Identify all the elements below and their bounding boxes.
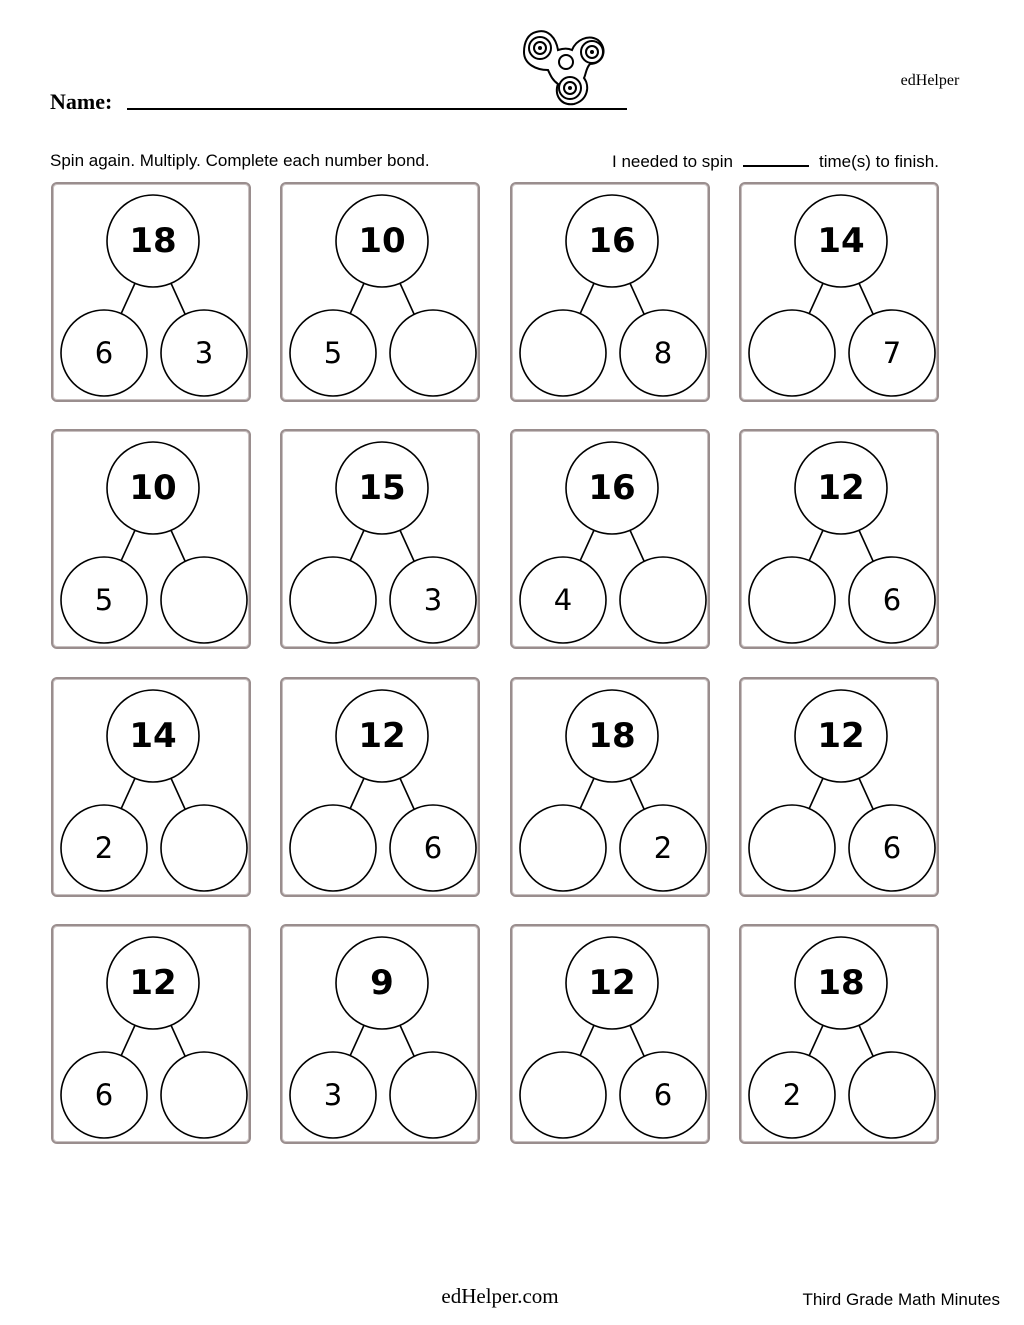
number-bond-card	[280, 924, 480, 1144]
spin-count-blank[interactable]	[743, 151, 809, 167]
bond-part-right[interactable]	[619, 556, 707, 644]
bond-whole: 12	[358, 716, 406, 756]
bond-part-right[interactable]	[389, 1051, 477, 1139]
bond-part-left[interactable]	[519, 804, 607, 892]
instructions: Spin again. Multiply. Complete each number bond.	[50, 151, 430, 170]
bond-whole: 9	[370, 963, 394, 1003]
bond-part-right[interactable]	[160, 556, 248, 644]
number-bond-card	[510, 924, 710, 1144]
bond-whole: 12	[588, 963, 636, 1003]
number-bond-card	[51, 429, 251, 649]
bond-part-right[interactable]	[848, 1051, 936, 1139]
bond-part-right: 6	[882, 831, 902, 865]
bond-part-left: 5	[94, 583, 114, 617]
number-bond-card	[51, 182, 251, 402]
spin-count-suffix: time(s) to finish.	[818, 152, 939, 171]
bond-part-right[interactable]	[160, 804, 248, 892]
bond-part-left[interactable]	[748, 804, 836, 892]
number-bond-card	[280, 182, 480, 402]
number-bond-card	[51, 677, 251, 897]
bond-part-left: 5	[323, 336, 343, 370]
bond-part-left: 6	[94, 336, 114, 370]
number-bond-card	[739, 677, 939, 897]
bond-part-right: 2	[653, 831, 673, 865]
bond-whole: 10	[129, 468, 177, 508]
bond-part-left: 4	[553, 583, 573, 617]
bond-part-left[interactable]	[289, 804, 377, 892]
bond-part-right[interactable]	[160, 1051, 248, 1139]
number-bond-card	[510, 677, 710, 897]
bond-part-right: 6	[882, 583, 902, 617]
bond-whole: 12	[817, 716, 865, 756]
bond-part-left: 3	[323, 1078, 343, 1112]
bond-part-right: 8	[653, 336, 673, 370]
bond-whole: 18	[817, 963, 865, 1003]
spin-count	[612, 151, 939, 172]
bond-whole: 18	[588, 716, 636, 756]
bond-part-left[interactable]	[519, 1051, 607, 1139]
bond-part-left: 2	[94, 831, 114, 865]
spin-count-prefix: I needed to spin	[612, 152, 733, 171]
bond-part-left[interactable]	[748, 556, 836, 644]
number-bond-card	[739, 429, 939, 649]
bond-part-right: 3	[194, 336, 214, 370]
bond-whole: 12	[817, 468, 865, 508]
bond-part-left: 6	[94, 1078, 114, 1112]
fidget-spinner-icon	[516, 24, 612, 108]
bond-part-left[interactable]	[289, 556, 377, 644]
number-bond-card	[739, 924, 939, 1144]
bond-part-left[interactable]	[519, 309, 607, 397]
bond-whole: 12	[129, 963, 177, 1003]
bond-whole: 15	[358, 468, 406, 508]
bond-part-left: 2	[782, 1078, 802, 1112]
bond-whole: 14	[817, 221, 865, 261]
number-bond-card	[280, 677, 480, 897]
bond-part-right: 6	[423, 831, 443, 865]
number-bond-card	[280, 429, 480, 649]
bond-part-left[interactable]	[748, 309, 836, 397]
bond-part-right: 6	[653, 1078, 673, 1112]
bond-whole: 16	[588, 221, 636, 261]
number-bond-card	[51, 924, 251, 1144]
bond-whole: 18	[129, 221, 177, 261]
name-line[interactable]	[127, 108, 627, 110]
bond-whole: 14	[129, 716, 177, 756]
bond-part-right: 3	[423, 583, 443, 617]
bond-whole: 10	[358, 221, 406, 261]
name-label: Name:	[50, 89, 113, 114]
brand-label: edHelper	[900, 72, 960, 89]
footer-title: Third Grade Math Minutes	[802, 1290, 1000, 1309]
number-bond-card	[510, 182, 710, 402]
footer-site: edHelper.com	[441, 1284, 559, 1308]
bond-part-right[interactable]	[389, 309, 477, 397]
bond-whole: 16	[588, 468, 636, 508]
number-bond-card	[739, 182, 939, 402]
bond-part-right: 7	[882, 336, 902, 370]
number-bond-card	[510, 429, 710, 649]
